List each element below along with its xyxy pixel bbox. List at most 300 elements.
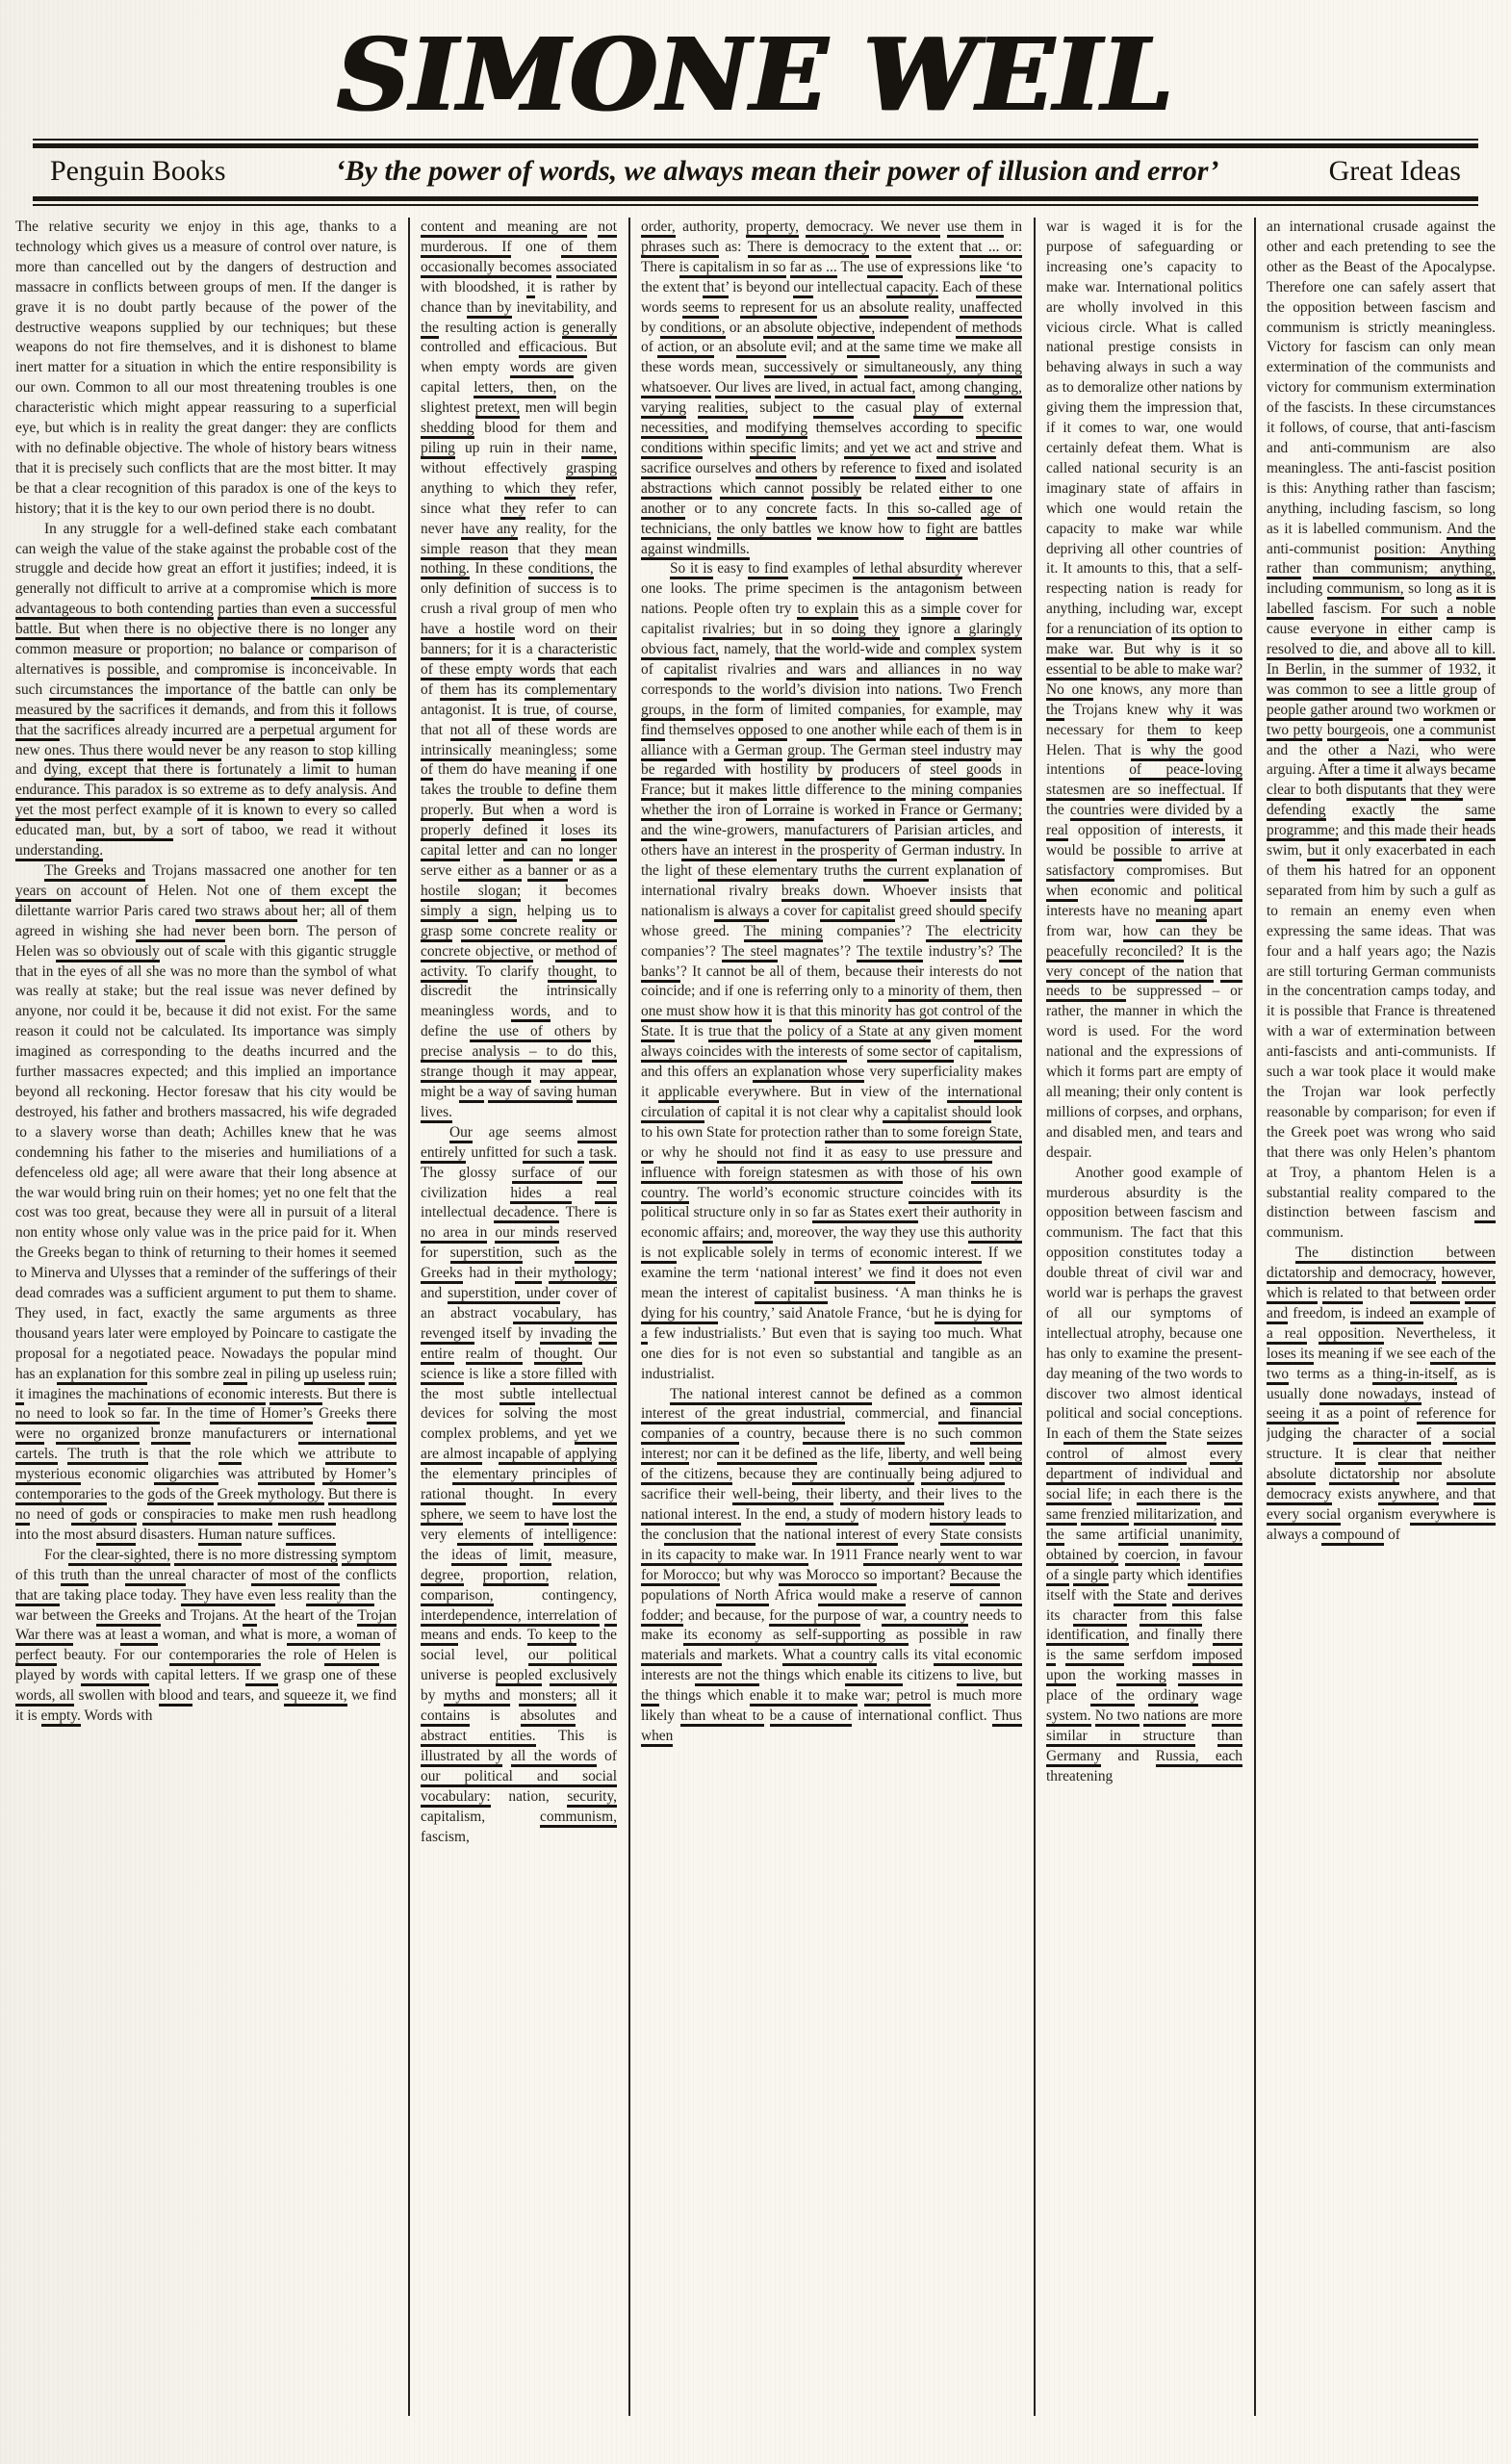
underlined-phrase: would make a (818, 1587, 906, 1606)
underlined-phrase: play of (913, 399, 962, 419)
underlined-phrase: So it is (670, 560, 713, 579)
underlined-phrase: that every social (1267, 1486, 1496, 1526)
underlined-phrase: democracy (1267, 1486, 1332, 1505)
underlined-phrase: no way (972, 661, 1022, 680)
underlined-phrase: invading (540, 1325, 592, 1345)
underlined-phrase: however, (1442, 1265, 1496, 1284)
underlined-phrase: be regarded with (641, 761, 751, 781)
underlined-phrase: like ‘to (980, 259, 1022, 278)
underlined-phrase: us to grasp (421, 903, 617, 942)
underlined-phrase: industry. (954, 842, 1005, 861)
underlined-phrase: successively or (764, 359, 858, 378)
underlined-phrase: our political and social vocabulary: (421, 1768, 617, 1808)
masthead-rule-bottom-thin (33, 204, 1478, 206)
underlined-phrase: are lived, in actual fact, (775, 379, 915, 398)
underlined-phrase: rather than to some foreign State, or (641, 1124, 1022, 1164)
underlined-phrase: seems (682, 299, 719, 319)
underlined-phrase: Parisian articles, (894, 822, 994, 841)
underlined-phrase: the use of others (470, 1023, 591, 1042)
underlined-phrase: either as a (458, 862, 523, 882)
underlined-phrase: disputants (1346, 782, 1406, 801)
underlined-phrase: fixed (915, 460, 946, 479)
underlined-phrase: a noble (1447, 601, 1496, 620)
underlined-phrase: to define (527, 782, 581, 801)
underlined-phrase: anywhere, (1378, 1486, 1440, 1505)
underlined-phrase: Greeks (421, 1265, 463, 1284)
underlined-phrase: The distinction between (1295, 1245, 1496, 1264)
underlined-phrase: in alliance (641, 722, 1022, 761)
underlined-phrase: example, (936, 702, 990, 721)
underlined-phrase: of these (976, 279, 1022, 298)
underlined-phrase: interest’ we find (814, 1265, 915, 1284)
underlined-phrase: the only battles (717, 521, 811, 540)
underlined-phrase: Russia, each (1156, 1748, 1242, 1767)
column-divider (1254, 218, 1256, 2416)
underlined-phrase: national interest. (641, 1506, 741, 1526)
essay-paragraph: Another good example of murderous absurdity is the opposition between fascism and communism. The fact that this opposition constitutes today a double threat of civil war and world war is perhaps the gravest of all our symptoms of intellectual atrophy, because one has only to examine the present-day meaning of the two words to discover two almost identical political and social conceptions. In each of them the State seizes control of almost every department of individual and social life; in each there is the same frenzied militarization, and the same artificial unanimity, obtained by coercion, in favour of a single party which identifies itself with the State and derives its character from this false identification, and finally there is the same serfdom imposed upon the working masses in place of the ordinary wage system. No two nations are more similar in structure than Germany and Russia, each threatening (1046, 1164, 1242, 1784)
underlined-phrase: unanimity, (1180, 1527, 1242, 1546)
underlined-phrase: have an interest (681, 842, 776, 861)
underlined-phrase: doing they (832, 621, 899, 640)
underlined-phrase: than wheat to (680, 1707, 764, 1727)
underlined-phrase: international circulation (641, 1084, 1022, 1123)
underlined-phrase: exclusively (550, 1667, 617, 1686)
underlined-phrase: system. (1046, 1707, 1091, 1727)
underlined-phrase: to defy analysis. And yet the most (15, 782, 397, 821)
underlined-phrase: bronze (151, 1425, 192, 1445)
underlined-phrase: unaffected (960, 299, 1022, 319)
underlined-phrase: reference for (1417, 1405, 1496, 1424)
underlined-phrase: clear that (1378, 1446, 1442, 1465)
underlined-phrase: a communist (1419, 722, 1496, 741)
underlined-phrase: have any (461, 521, 518, 540)
underlined-phrase: simply a (421, 903, 478, 922)
underlined-phrase: words are (510, 359, 575, 378)
essay-columns (15, 218, 1496, 2416)
underlined-phrase: that are (15, 1587, 60, 1606)
underlined-phrase: measure or (73, 641, 141, 660)
underlined-phrase: thought. (534, 1346, 583, 1365)
underlined-phrase: almost (577, 1124, 617, 1143)
underlined-phrase: superstition, under (448, 1285, 560, 1304)
underlined-phrase: and the (1046, 1506, 1242, 1546)
underlined-phrase: conditions (641, 440, 703, 459)
underlined-phrase: Germany (1046, 1748, 1101, 1767)
underlined-phrase: simple reason (421, 541, 508, 560)
underlined-phrase: real (595, 1185, 617, 1204)
underlined-phrase: But why is it so essential (1046, 641, 1242, 680)
underlined-phrase: being adjured (921, 1466, 1005, 1485)
column-divider (628, 218, 630, 2416)
underlined-phrase: concrete objective, (421, 943, 533, 962)
underlined-phrase: possible (1114, 842, 1162, 861)
masthead-row (33, 148, 1478, 196)
underlined-phrase: not all (450, 722, 492, 741)
underlined-phrase: abstractions (641, 480, 712, 500)
underlined-phrase: very concept of the nation (1046, 963, 1214, 983)
underlined-phrase: its economy as self-supporting as (683, 1627, 908, 1646)
underlined-phrase: masses in (1178, 1667, 1242, 1686)
underlined-phrase: ones. Thus there (44, 742, 142, 761)
underlined-phrase: may find (641, 702, 1022, 741)
underlined-phrase: common interest; (641, 1425, 1022, 1465)
underlined-phrase: peopled (496, 1667, 543, 1686)
underlined-phrase: die, and (1340, 641, 1389, 660)
underlined-phrase: resolved to (1267, 641, 1334, 660)
underlined-phrase: if one (581, 761, 617, 781)
underlined-phrase: human lives. (421, 1084, 617, 1123)
underlined-phrase: fight are (926, 521, 978, 540)
underlined-phrase: for a renunciation (1046, 621, 1152, 640)
underlined-phrase: not murderous. If (421, 218, 617, 258)
underlined-phrase: history leads (930, 1506, 1006, 1526)
underlined-phrase: it (526, 279, 535, 298)
masthead (0, 0, 1511, 206)
underlined-phrase: represent for (740, 299, 817, 319)
underlined-phrase: being of the citizens, (641, 1446, 1022, 1485)
underlined-phrase: their (515, 1265, 542, 1284)
underlined-phrase: that this minority has got control of the State. (641, 1003, 1022, 1042)
underlined-phrase: piling (421, 440, 455, 459)
underlined-phrase: while each of (880, 722, 960, 741)
underlined-phrase: they (500, 500, 526, 520)
underlined-phrase: no need to look so far. (15, 1405, 160, 1424)
underlined-phrase: influence with foreign statesmen as with (641, 1165, 903, 1184)
underlined-phrase: absolute (736, 339, 785, 358)
underlined-phrase: workmen (1423, 702, 1479, 721)
underlined-phrase: she had never (136, 923, 225, 942)
underlined-phrase: men rush (278, 1506, 336, 1526)
underlined-phrase: satisfactory (1046, 862, 1114, 882)
underlined-phrase: capitalist (664, 661, 718, 680)
underlined-phrase: makes (730, 782, 767, 801)
underlined-phrase: for ten years on (15, 862, 397, 902)
underlined-phrase: defending (1267, 802, 1326, 821)
underlined-phrase: producers (841, 761, 900, 781)
underlined-phrase: some of (421, 742, 617, 782)
underlined-phrase: reality than (306, 1587, 373, 1606)
cover-quote: ‘By the power of words, we always mean their power of illusion and error’ (335, 155, 1219, 187)
underlined-phrase: name, (581, 440, 617, 459)
underlined-phrase: them has (440, 681, 497, 701)
underlined-phrase: labelled (1267, 601, 1314, 620)
underlined-phrase: France nearly went to war for Morocco; (641, 1547, 1022, 1586)
underlined-phrase: They have even (181, 1587, 276, 1606)
underlined-phrase: favour of a (1046, 1547, 1242, 1586)
underlined-phrase: of them occasionally becomes (421, 239, 617, 278)
underlined-phrase: obtained by (1046, 1547, 1118, 1566)
underlined-phrase: But there is no (15, 1486, 397, 1526)
underlined-phrase: The electricity (926, 923, 1022, 942)
underlined-phrase: should not find it as easy to use pressure (717, 1144, 992, 1164)
underlined-phrase: What a country (782, 1647, 877, 1666)
underlined-phrase: ruin; it (15, 1366, 397, 1405)
underlined-phrase: up useless (304, 1366, 365, 1385)
underlined-phrase: circumstances (49, 681, 133, 701)
underlined-phrase: France; but (641, 782, 710, 801)
underlined-phrase: words, (511, 1003, 551, 1022)
underlined-phrase: dying for his (641, 1305, 718, 1324)
underlined-phrase: by a real (1046, 802, 1242, 841)
underlined-phrase: But when (482, 802, 545, 821)
underlined-phrase: interests. (269, 1386, 322, 1405)
underlined-phrase: machinations of economic (108, 1386, 266, 1405)
underlined-phrase: no balance or (219, 641, 303, 660)
underlined-phrase: than communism; anything, (1313, 560, 1496, 579)
underlined-phrase: limit, (520, 1547, 551, 1566)
underlined-phrase: done nowadays, (1319, 1386, 1421, 1405)
underlined-phrase: of them except (269, 883, 370, 902)
underlined-phrase: understanding. (15, 842, 103, 861)
underlined-phrase: use them (947, 218, 1004, 238)
underlined-phrase: reference (840, 460, 895, 479)
underlined-phrase: monsters; (519, 1687, 576, 1707)
underlined-phrase: working (1116, 1667, 1165, 1686)
underlined-phrase: more similar in structure (1046, 1707, 1242, 1747)
underlined-phrase: Human (198, 1527, 242, 1546)
underlined-phrase: and derives (1172, 1587, 1242, 1606)
underlined-phrase: of means (421, 1607, 617, 1647)
underlined-phrase: of methods (956, 320, 1022, 339)
underlined-phrase: letters, then, (474, 379, 556, 398)
underlined-phrase: oligarchies (154, 1466, 219, 1485)
underlined-phrase: to find (748, 560, 787, 579)
underlined-phrase: empty. (41, 1707, 81, 1727)
underlined-phrase: action, or (657, 339, 714, 358)
underlined-phrase: method of activity. (421, 943, 617, 983)
underlined-phrase: dying, except that there is fortunately a limit to (44, 761, 349, 781)
underlined-phrase: who were (1430, 742, 1496, 761)
underlined-phrase: or international cartels. (15, 1425, 397, 1465)
underlined-phrase: same programme; (1267, 802, 1496, 841)
underlined-phrase: for such a (523, 1144, 584, 1164)
underlined-phrase: the trouble (456, 782, 522, 801)
underlined-phrase: sacrifice (641, 460, 691, 479)
underlined-phrase: their banners; for (421, 621, 617, 660)
underlined-phrase: of (1010, 862, 1022, 882)
underlined-phrase: content and meaning are (421, 218, 587, 238)
underlined-phrase: compromise is (194, 661, 284, 680)
underlined-phrase: time of Homer’s (210, 1405, 313, 1424)
masthead-rule-bottom-thick (33, 196, 1478, 201)
underlined-phrase: enable its (845, 1667, 902, 1686)
underlined-phrase: perfect (15, 1647, 57, 1666)
underlined-phrase: more, a woman (287, 1627, 380, 1646)
underlined-phrase: to the (719, 681, 755, 701)
underlined-phrase: To keep (527, 1627, 576, 1646)
underlined-phrase: realities, (698, 399, 749, 419)
underlined-phrase: opposition. (1319, 1325, 1385, 1345)
underlined-phrase: identifies (1188, 1567, 1242, 1586)
underlined-phrase: task. (589, 1144, 617, 1164)
underlined-phrase: the same (1046, 1486, 1242, 1526)
underlined-phrase: to live, but the (641, 1667, 1022, 1707)
underlined-phrase: this made (1369, 822, 1426, 841)
underlined-phrase: them to (1147, 722, 1201, 741)
underlined-phrase: empty words (475, 661, 555, 680)
underlined-phrase: Greek mythology. (218, 1486, 324, 1505)
underlined-phrase: realm of (466, 1346, 523, 1365)
underlined-phrase: liberty, and their (840, 1486, 944, 1505)
underlined-phrase: single (1073, 1567, 1109, 1586)
underlined-phrase: than the (1046, 681, 1242, 721)
underlined-phrase: dictatorship (1329, 1466, 1399, 1485)
underlined-phrase: either to (939, 480, 992, 500)
underlined-phrase: there were (15, 1405, 397, 1445)
underlined-phrase: why it was (1167, 702, 1242, 721)
underlined-phrase: the same (1065, 1647, 1124, 1666)
underlined-phrase: shedding (421, 420, 474, 439)
underlined-phrase: all to kill. (1435, 641, 1496, 660)
underlined-phrase: conclusion that (664, 1527, 756, 1546)
underlined-phrase: ordinary (1148, 1687, 1198, 1707)
essay-paragraph: The national interest cannot be defined as a common interest of the great industrial, commercial, and financial companies of a country, because there is no such common interest; nor can it be defined as the life, liberty, and well being of the citizens, because they are continually being adjured to sacrifice their well-being, their liberty, and their lives to the national interest. In the end, a study of modern history leads to the conclusion that the national interest of every State consists in its capacity to make war. In 1911 France nearly went to war for Morocco; but why was Morocco so important? Because the populations of North Africa would make a reserve of cannon fodder; and because, for the purpose of war, a country needs to make its economy as self-supporting as possible in raw materials and markets. What a country calls its vital economic interests are not the things which enable its citizens to live, but the things which enable it to make war; petrol is much more likely than wheat to be a cause of international conflict. Thus when (641, 1385, 1022, 1747)
underlined-phrase: liberty, and well (888, 1446, 986, 1465)
underlined-phrase: manufacturers (784, 822, 869, 841)
underlined-phrase: their heads (1430, 822, 1496, 841)
underlined-phrase: a perpetual (249, 722, 316, 741)
essay-paragraph: an international crusade against the other and each pretending to see the other as the Beast of the Apocalypse. Therefore one can safely assert that the opposition between fascism and communism is strictly meaningless. Victory for fascism can only mean extermination of the communists and victory for communism extermination of the fascists. In these circumstances it follows, of course, that anti-fascism and anti-communism are also meaningless. The anti-fascist position is this: Anything rather than fascism; anything, including fascism, so long as it is labelled communism. And the anti-communist position: Anything rather than communism; anything, including communism, so long as it is labelled fascism. For such a noble cause everyone in either camp is resolved to die, and above all to kill. In Berlin, in the summer of 1932, it was common to see a little group of people gather around two workmen or two petty bourgeois, one a communist and the other a Nazi, who were arguing. After a time it always became clear to both disputants that they were defending exactly the same programme; and this made their heads swim, but it only exacerbated in each of them his hatred for an opponent separated from him by such a gulf as to remain an enemy even when expressing the same ideas. That was four and a half years ago; the Nazis are still torturing German communists in the concentration camps today, and it is possible that France is threatened with a war of extermination between anti-fascists and anti-communists. If such a war took place it would make the Trojan war look perfectly reasonable by comparison; for even if the Greek poet was wrong who said that there was only Helen’s phantom at Troy, a phantom Helen is a substantial reality compared to the distinction between fascism and communism. (1267, 218, 1496, 1242)
underlined-phrase: cannon fodder; (641, 1587, 1022, 1627)
underlined-phrase: he is dying for a (641, 1305, 1022, 1345)
underlined-phrase: words, all (15, 1687, 74, 1707)
underlined-phrase: degree, (421, 1567, 464, 1586)
underlined-phrase: of these elementary (698, 862, 818, 882)
underlined-phrase: which is (1267, 1285, 1318, 1304)
underlined-phrase: there is (1046, 1627, 1242, 1666)
underlined-phrase: nations (1143, 1707, 1186, 1727)
underlined-phrase: it follows that the (15, 702, 397, 741)
underlined-phrase: a glaringly (954, 621, 1022, 640)
underlined-phrase: exactly (1352, 802, 1395, 821)
underlined-phrase: the unreal (125, 1567, 186, 1586)
underlined-phrase: each (590, 661, 617, 680)
underlined-phrase: to see a little group (1354, 681, 1477, 701)
underlined-phrase: countries were divided (1070, 802, 1210, 821)
underlined-phrase: suffices. (286, 1527, 335, 1546)
underlined-phrase: security, (567, 1788, 617, 1808)
underlined-phrase: least a (120, 1627, 159, 1646)
underlined-phrase: lost the (573, 1506, 617, 1526)
underlined-phrase: No two (1095, 1707, 1140, 1727)
underlined-phrase: compound (1321, 1527, 1384, 1546)
underlined-phrase: pretext, (475, 399, 521, 419)
underlined-phrase: Thus when (641, 1707, 1022, 1747)
underlined-phrase: as it is (1456, 580, 1496, 600)
underlined-phrase: than by (467, 299, 512, 319)
underlined-phrase: seizes control of almost (1046, 1425, 1242, 1465)
underlined-phrase: is why the (1131, 742, 1203, 761)
underlined-phrase: time it (1364, 761, 1402, 781)
underlined-phrase: when (1046, 883, 1078, 902)
underlined-phrase: no area in (421, 1224, 487, 1244)
underlined-phrase: The steel (722, 943, 778, 962)
text-column-2 (421, 218, 617, 2416)
underlined-phrase: be a cause of (770, 1707, 853, 1727)
underlined-phrase: loses its (1267, 1346, 1314, 1365)
underlined-phrase: of capitalist (755, 1285, 827, 1304)
underlined-phrase: abstract entities. (421, 1728, 536, 1747)
underlined-phrase: imposed upon (1046, 1647, 1242, 1686)
underlined-phrase: attributed (258, 1466, 315, 1485)
underlined-phrase: mean nothing. (421, 541, 617, 580)
underlined-phrase: each there (1137, 1486, 1200, 1505)
underlined-phrase: grasping (566, 460, 617, 479)
underlined-phrase: his own country. (641, 1165, 1022, 1204)
underlined-phrase: In Berlin, (1267, 661, 1326, 680)
underlined-phrase: communism, (540, 1809, 617, 1828)
underlined-phrase: and yet we (844, 440, 910, 459)
underlined-phrase: intelligence: (544, 1527, 617, 1546)
column-divider (1034, 218, 1036, 2416)
underlined-phrase: end, a study (785, 1506, 858, 1526)
underlined-phrase: frenzied (1081, 1506, 1129, 1526)
author-title-text: SIMONE WEIL (337, 15, 1174, 134)
underlined-phrase: there is no objective there is no longer (124, 621, 369, 640)
underlined-phrase: our (597, 1165, 617, 1184)
underlined-phrase: words with (81, 1667, 149, 1686)
underlined-phrase: rational (421, 1486, 466, 1505)
underlined-phrase: a social (1443, 1425, 1496, 1445)
underlined-phrase: absolute (1267, 1466, 1316, 1485)
underlined-phrase: interests, (1171, 822, 1224, 841)
underlined-phrase: Because (950, 1567, 999, 1586)
underlined-phrase: became (1450, 761, 1496, 781)
underlined-phrase: specify (980, 903, 1022, 922)
underlined-phrase: truth (61, 1567, 89, 1586)
underlined-phrase: whatsoever. (641, 379, 711, 398)
underlined-phrase: to the (871, 782, 907, 801)
underlined-phrase: may appear, (540, 1064, 617, 1083)
underlined-phrase: mysterious (15, 1466, 81, 1485)
underlined-phrase: thing-in-itself, (1372, 1366, 1457, 1385)
underlined-phrase: how can they be peacefully reconciled? (1046, 923, 1242, 962)
underlined-phrase: The national interest cannot be (670, 1386, 872, 1405)
underlined-phrase: complex (925, 641, 976, 660)
underlined-phrase: steel industry (911, 742, 992, 761)
underlined-phrase: comparison, (421, 1587, 494, 1606)
underlined-phrase: modifying (746, 420, 807, 439)
underlined-phrase: and strive (936, 440, 995, 459)
underlined-phrase: and the (641, 822, 687, 841)
underlined-phrase: age of technicians, (641, 500, 1022, 540)
underlined-phrase: that they (1411, 782, 1463, 801)
underlined-phrase: of it is known (197, 802, 283, 821)
underlined-phrase: each of them the (1063, 1425, 1166, 1445)
underlined-phrase: yet we are almost (421, 1425, 617, 1465)
underlined-phrase: capable of applying (499, 1446, 617, 1465)
underlined-phrase: absurd (96, 1527, 136, 1546)
underlined-phrase: war; petrol (864, 1687, 931, 1707)
underlined-phrase: attribute to (325, 1446, 397, 1465)
underlined-phrase: absolutes (521, 1707, 576, 1727)
underlined-phrase: loses its (561, 822, 617, 841)
underlined-phrase: Our lives (715, 379, 770, 398)
column-divider (408, 218, 410, 2416)
underlined-phrase: zeal (223, 1366, 247, 1385)
underlined-phrase: thought, (548, 963, 597, 983)
underlined-phrase: a store filled with (510, 1366, 617, 1385)
underlined-phrase: identification, (1046, 1627, 1129, 1646)
underlined-phrase: political (1194, 883, 1242, 902)
underlined-phrase: only be measured by the (15, 681, 397, 721)
essay-paragraph: war is waged it is for the purpose of safeguarding or increasing one’s capacity to make war. International politics are wholly involved in this vicious circle. What is called national prestige consists in behaving always in such a way as to demoralize other nations by giving them the impression that, if it comes to war, one would certainly defeat them. What is called national security is an imaginary state of affairs in which one would retain the capacity to make war while depriving all other countries of it. It amounts to this, that a self-respecting nation is ready for anything, including war, except for a renunciation of its option to make war. But why is it so essential to be able to make war? No one knows, any more than the Trojans knew why it was necessary for them to keep Helen. That is why the good intentions of peace-loving statesmen are so ineffectual. If the countries were divided by a real opposition of interests, it would be possible to arrive at satisfactory compromises. But when economic and political interests have no meaning apart from war, how can they be peacefully reconciled? It is the very concept of the nation that needs to be suppressed – or rather, the manner in which the word is used. For the word national and the expressions of which it forms part are empty of all meaning; their only content is millions of corpses, and orphans, and disabled men, and tears and despair. (1046, 218, 1242, 1161)
underlined-phrase: was so obviously (56, 943, 160, 962)
underlined-phrase: State consists in its capacity to make war. (641, 1527, 1022, 1566)
underlined-phrase: would never (147, 742, 221, 761)
underlined-phrase: economic interest. (870, 1245, 982, 1264)
essay-paragraph: So it is easy to find examples of lethal absurdity wherever one looks. The prime specimen is the antagonism between nations. People often try to explain this as a simple cover for capitalist rivalries; but in so doing they ignore a glaringly obvious fact, namely, that the world-wide and complex system of capitalist rivalries and wars and alliances in no way corresponds to the world’s division into nations. Two French groups, in the form of limited companies, for example, may find themselves opposed to one another while each of them is in alliance with a German group. The German steel industry may be regarded with hostility by producers of steel goods in France; but it makes little difference to the mining companies whether the iron of Lorraine is worked in France or Germany; and the wine-growers, manufacturers of Parisian articles, and others have an interest in the prosperity of German industry. In the light of these elementary truths the current explanation of international rivalry breaks down. Whoever insists that nationalism is always a cover for capitalist greed should specify whose greed. The mining companies’? The electricity companies’? The steel magnates’? The textile industry’s? The banks’? It cannot be all of them, because their interests do not coincide; and if one is referring only to a minority of them, then one must show how it is that this minority has got control of the State. It is true that the policy of a State at any given moment always coincides with the interests of some sector of capitalism, and this offers an explanation whose very superficiality makes it applicable everywhere. But in view of the international circulation of capital it is not clear why a capitalist should look to his own State for protection rather than to some foreign State, or why he should not find it as easy to use pressure and influence with foreign statesmen as with those of his own country. The world’s economic structure coincides with its political structure only in so far as States exert their authority in economic affairs; and, moreover, the way they use this authority is not explicable solely in terms of economic interest. If we examine the term ‘national interest’ we find it does not even mean the interest of capitalist business. ‘A man thinks he is dying for his country,’ said Anatole France, ‘but he is dying for a few industrialists.’ But even that is saying too much. What one dies for is not even so substantial and tangible as an industrialist. (641, 560, 1022, 1382)
